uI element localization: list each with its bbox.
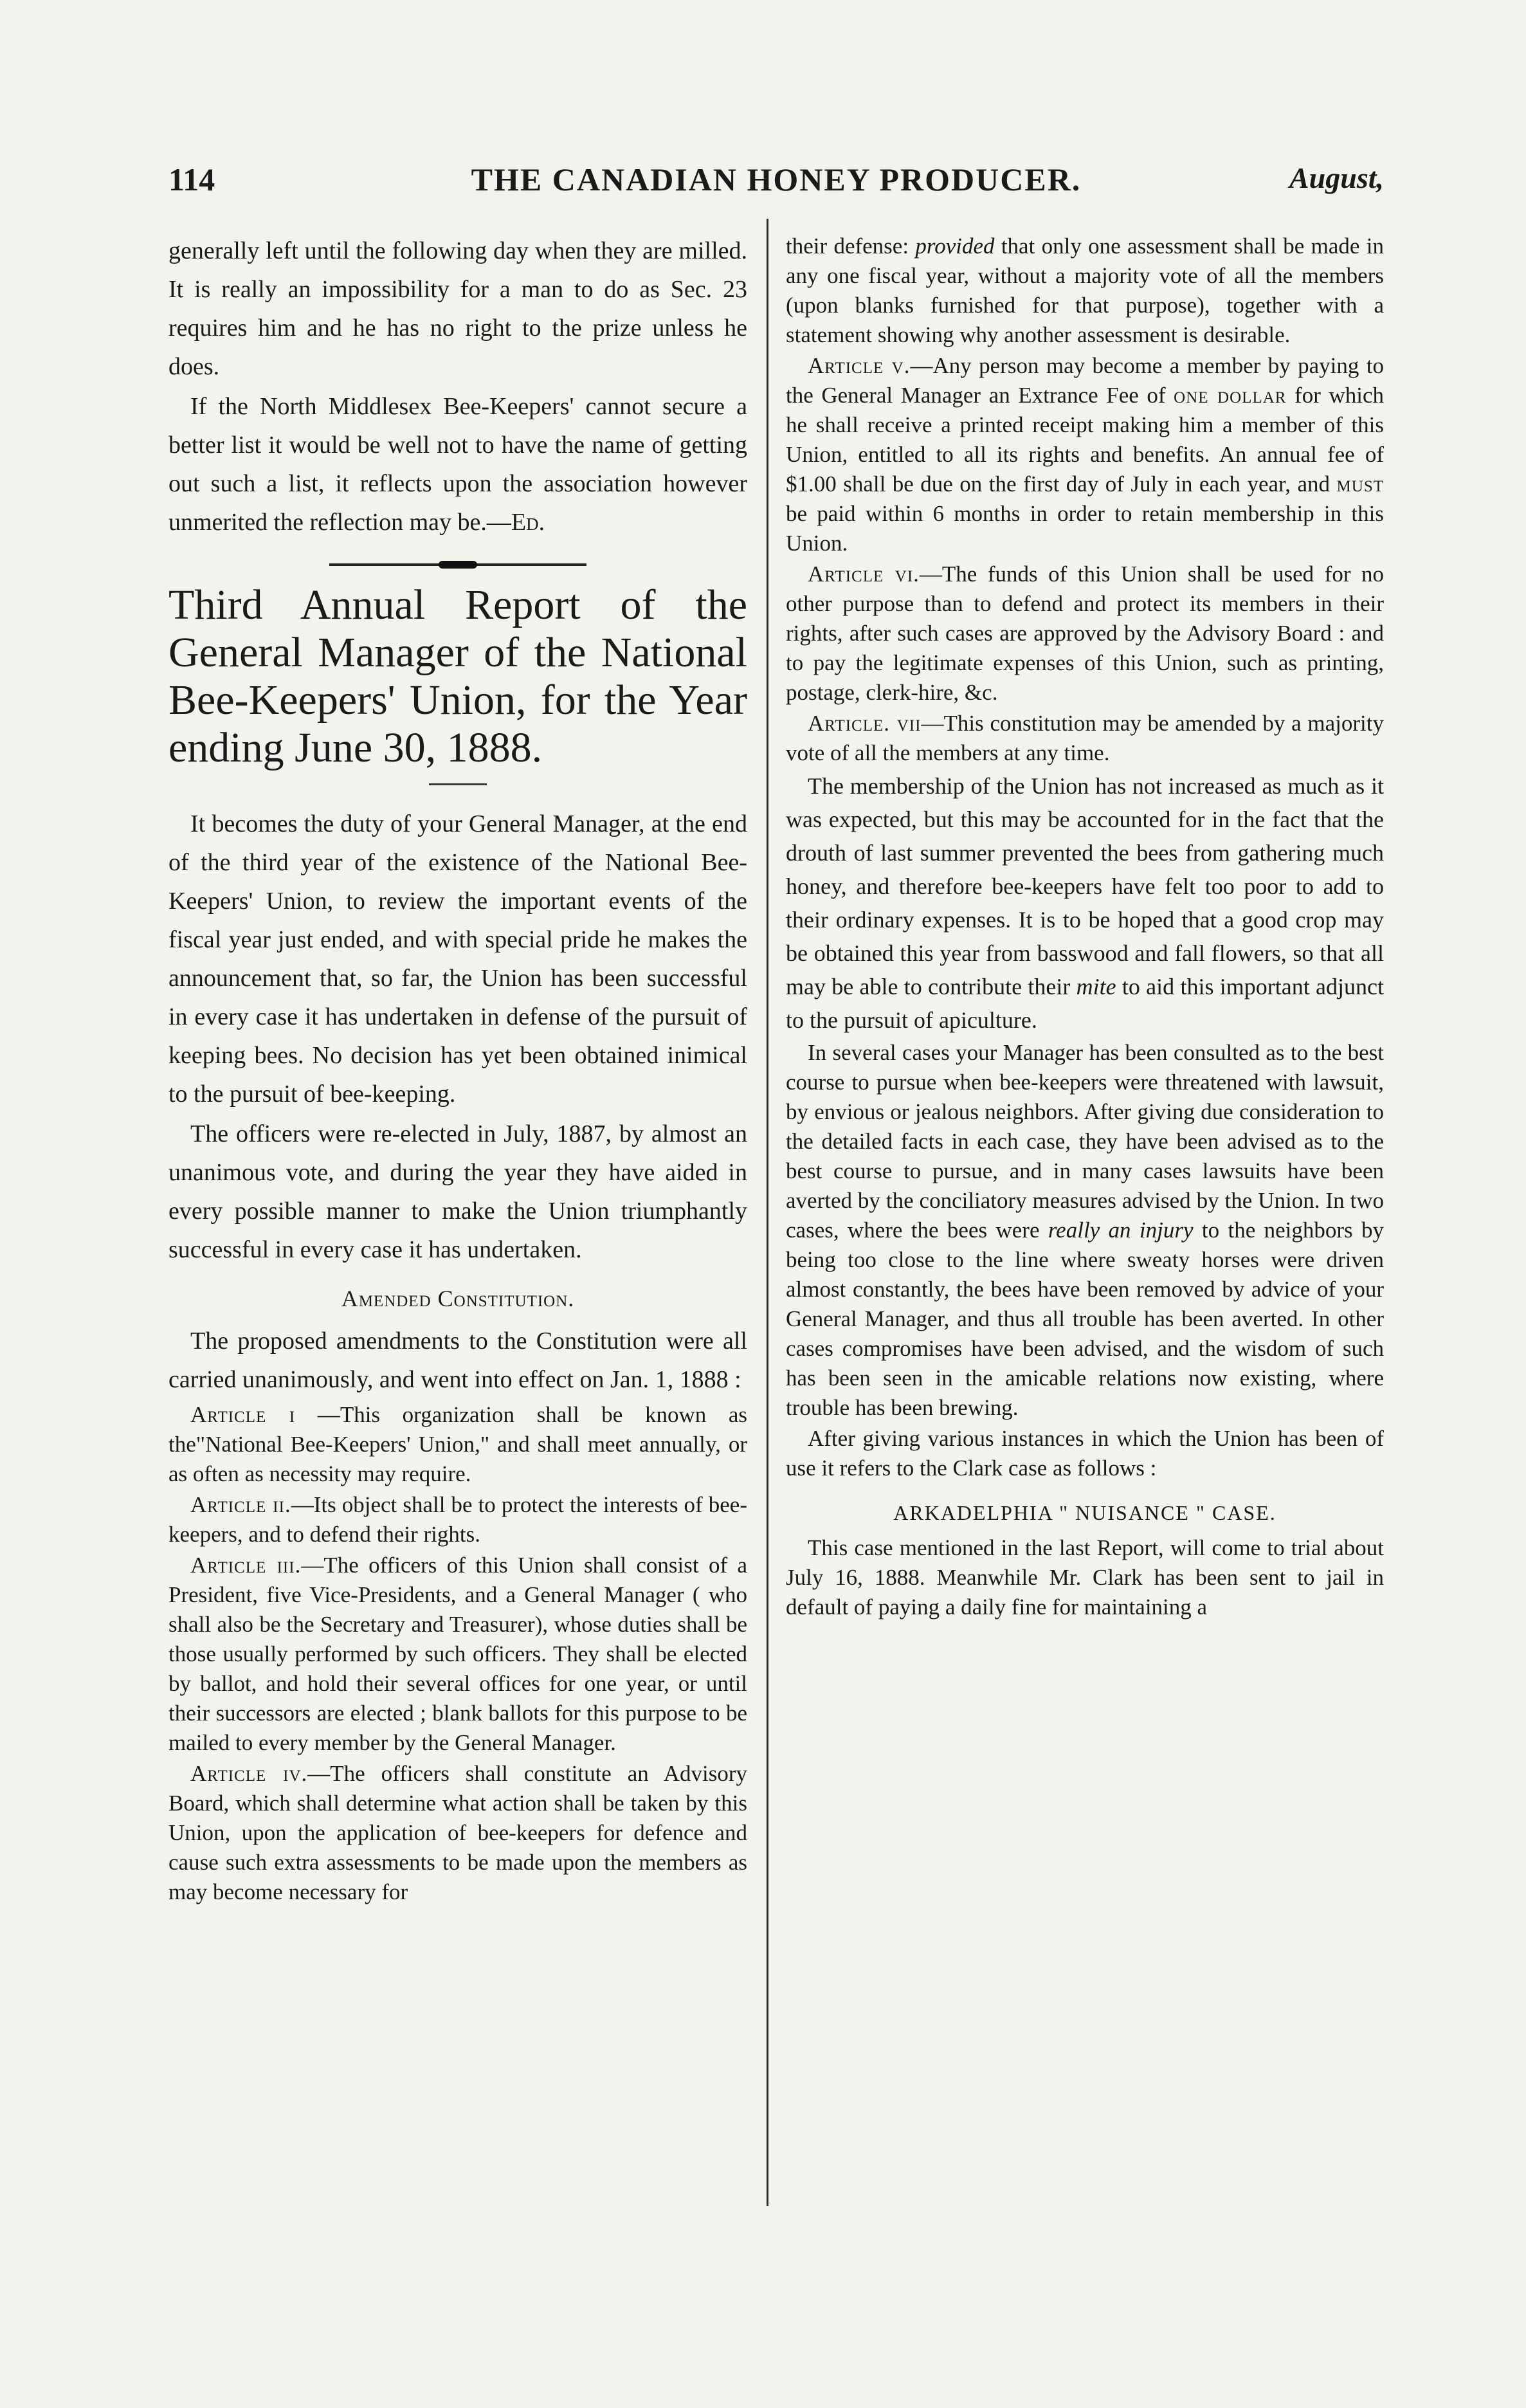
text-run: to aid this important adjunct to the pursuit of apiculture. [786, 974, 1384, 1033]
article-text: —The funds of this Union shall be used for no other purpose than to defend and protect its members in their rights, after such cases are approved by the Advisory Board : and to pay the legitimate expenses of this Union, such as printing, postage, clerk-hire, &c. [786, 561, 1384, 705]
small-caps-text: one dollar [1174, 383, 1287, 408]
separator-ornament [439, 561, 477, 569]
article-text: —This organization shall be known as the"National Bee-Keepers' Union," and shall meet annually, or as often as necessity may require. [168, 1402, 748, 1486]
paragraph [786, 1038, 1384, 1423]
text-run: to the neighbors by being too close to the line where sweaty horses were driven almost constantly, the bees have been removed by advice of your General Manager, and thus all trouble has been averted. In other cases compromises have been advised, and the wisdom of such has been seen in the amicable relations now existing, where trouble has been brewing. [786, 1218, 1384, 1420]
article-label: Article vi. [808, 561, 920, 587]
constitution-article [168, 1551, 747, 1758]
constitution-article [786, 351, 1384, 558]
paragraph: The officers were re-elected in July, 1887, by almost an unanimous vote, and during the year they have aided in every possible manner to make the Union triumphantly successful in every case it has undertaken. [168, 1120, 747, 1263]
text-run: —Any person may become a member by paying to the General Manager an Extrance Fee of [786, 353, 1384, 408]
article-text: —Its object shall be to protect the interests of bee-keepers, and to defend their rights. [168, 1492, 747, 1547]
article-label: Article iii. [190, 1553, 302, 1578]
journal-title: THE CANADIAN HONEY PRODUCER. [471, 161, 1082, 197]
paragraph: It becomes the duty of your General Manager, at the end of the third year of the existence of the National Bee-Keepers' Union, to review the important events of the fiscal year just ended, and with special pride he makes the announcement that, so far, the Union has been successful in every case it has undertaken in defense of the pursuit of keeping bees. No decision has yet been obtained inimical to the pursuit of bee-keeping. [168, 810, 747, 1108]
running-head [168, 161, 1384, 219]
text-run: be paid within 6 months in order to retain membership in this Union. [786, 501, 1384, 556]
article-label: Article i [190, 1402, 296, 1427]
constitution-article [168, 1490, 747, 1549]
text-run: In several cases your Manager has been consulted as to the best course to pursue when bee-keepers were threatened with lawsuit, by envious or jealous neighbors. After giving due consideration to the detailed facts in each case, they have been advised as to the best course to pursue, and in many cases lawsuits have been averted by the conciliatory measures advised by the Union. In two cases, where the bees were [786, 1040, 1384, 1243]
paragraph [786, 232, 1384, 350]
article-label: Article ii. [190, 1492, 291, 1517]
article-text: —This constitution may be amended by a majority vote of all the members at any time. [786, 711, 1385, 765]
title-rule [429, 783, 487, 785]
section-heading: Amended Constitution. [341, 1286, 575, 1311]
paragraph [786, 769, 1384, 1037]
article-label: Article iv. [190, 1761, 308, 1786]
column-divider [767, 219, 768, 2206]
paragraph-text: If the North Middlesex Bee-Keepers' cannot secure a better list it would be well not to have the name of getting out such a list, it reflects upon the association however unmerited the reflection may be.— [168, 393, 747, 536]
left-column [168, 232, 747, 1908]
emphasis: really an injury [1048, 1218, 1194, 1243]
text-run: that only one assessment shall be made in any one fiscal year, without a majority vote of all the members (upon blanks furnished for that purpose), together with a statement showing why another assessment is desirable. [786, 233, 1384, 347]
paragraph: generally left until the following day when they are milled. It is really an impossibility for a man to do as Sec. 23 requires him and he has no right to the prize unless he does. [168, 237, 747, 380]
section-separator [168, 557, 747, 572]
article-label: Article. vii [808, 711, 922, 736]
issue-month: August, [1289, 161, 1384, 194]
text-run: The membership of the Union has not increased as much as it was expected, but this may be accounted for in the fact that the drouth of last summer prevented the bees from gathering much honey, and therefore bee-keepers have felt too poor to add to their ordinary expenses. It is to be hoped that a good crop may be obtained this year from basswood and fall flowers, so that all may be able to contribute their [786, 773, 1384, 999]
small-caps-text: must [1336, 471, 1384, 497]
constitution-article [168, 1759, 747, 1907]
emphasis: provided [915, 233, 995, 259]
case-heading: ARKADELPHIA " NUISANCE " CASE. [893, 1501, 1276, 1524]
article-text: —The officers shall constitute an Advisory Board, which shall determine what action shall be taken by this Union, upon the application of bee-keepers for defence and cause such extra assessments to be made upon the members as may become necessary for [168, 1761, 747, 1904]
paragraph: After giving various instances in which the Union has been of use it refers to the Clark case as follows : [786, 1426, 1384, 1481]
right-column [786, 232, 1384, 1623]
editor-signature: Ed. [511, 509, 545, 536]
text-run: their defense: [786, 233, 916, 259]
paragraph: The proposed amendments to the Constitution were all carried unanimously, and went into effect on Jan. 1, 1888 : [168, 1327, 747, 1393]
constitution-article [786, 560, 1384, 707]
constitution-article [168, 1400, 747, 1489]
article-text: —The officers of this Union shall consist of a President, five Vice-Presidents, and a General Manager ( who shall also be the Secretary and Treasurer), whose duties shall be those usually performed by such officers. They shall be elected by ballot, and hold their several offices for one year, or until their successors are elected ; blank ballots for this purpose to be mailed to every member by the General Manager. [168, 1553, 747, 1755]
paragraph: This case mentioned in the last Report, will come to trial about July 16, 1888. Meanwhile Mr. Clark has been sent to jail in default of paying a daily fine for maintaining a [786, 1535, 1384, 1619]
article-label: Article v. [808, 353, 911, 378]
page-number: 114 [168, 161, 215, 197]
text-run: for which he shall receive a printed receipt making him a member of this Union, entitled to all its rights and benefits. An annual fee of $1.00 shall be due on the first day of July in each year, and [786, 383, 1384, 497]
editorial-note [168, 387, 747, 542]
article-title: Third Annual Report of the General Manager of the National Bee-Keepers' Union, for the Year ending June 30, 1888. [168, 581, 747, 771]
emphasis: mite [1076, 974, 1116, 999]
constitution-article [786, 709, 1384, 768]
